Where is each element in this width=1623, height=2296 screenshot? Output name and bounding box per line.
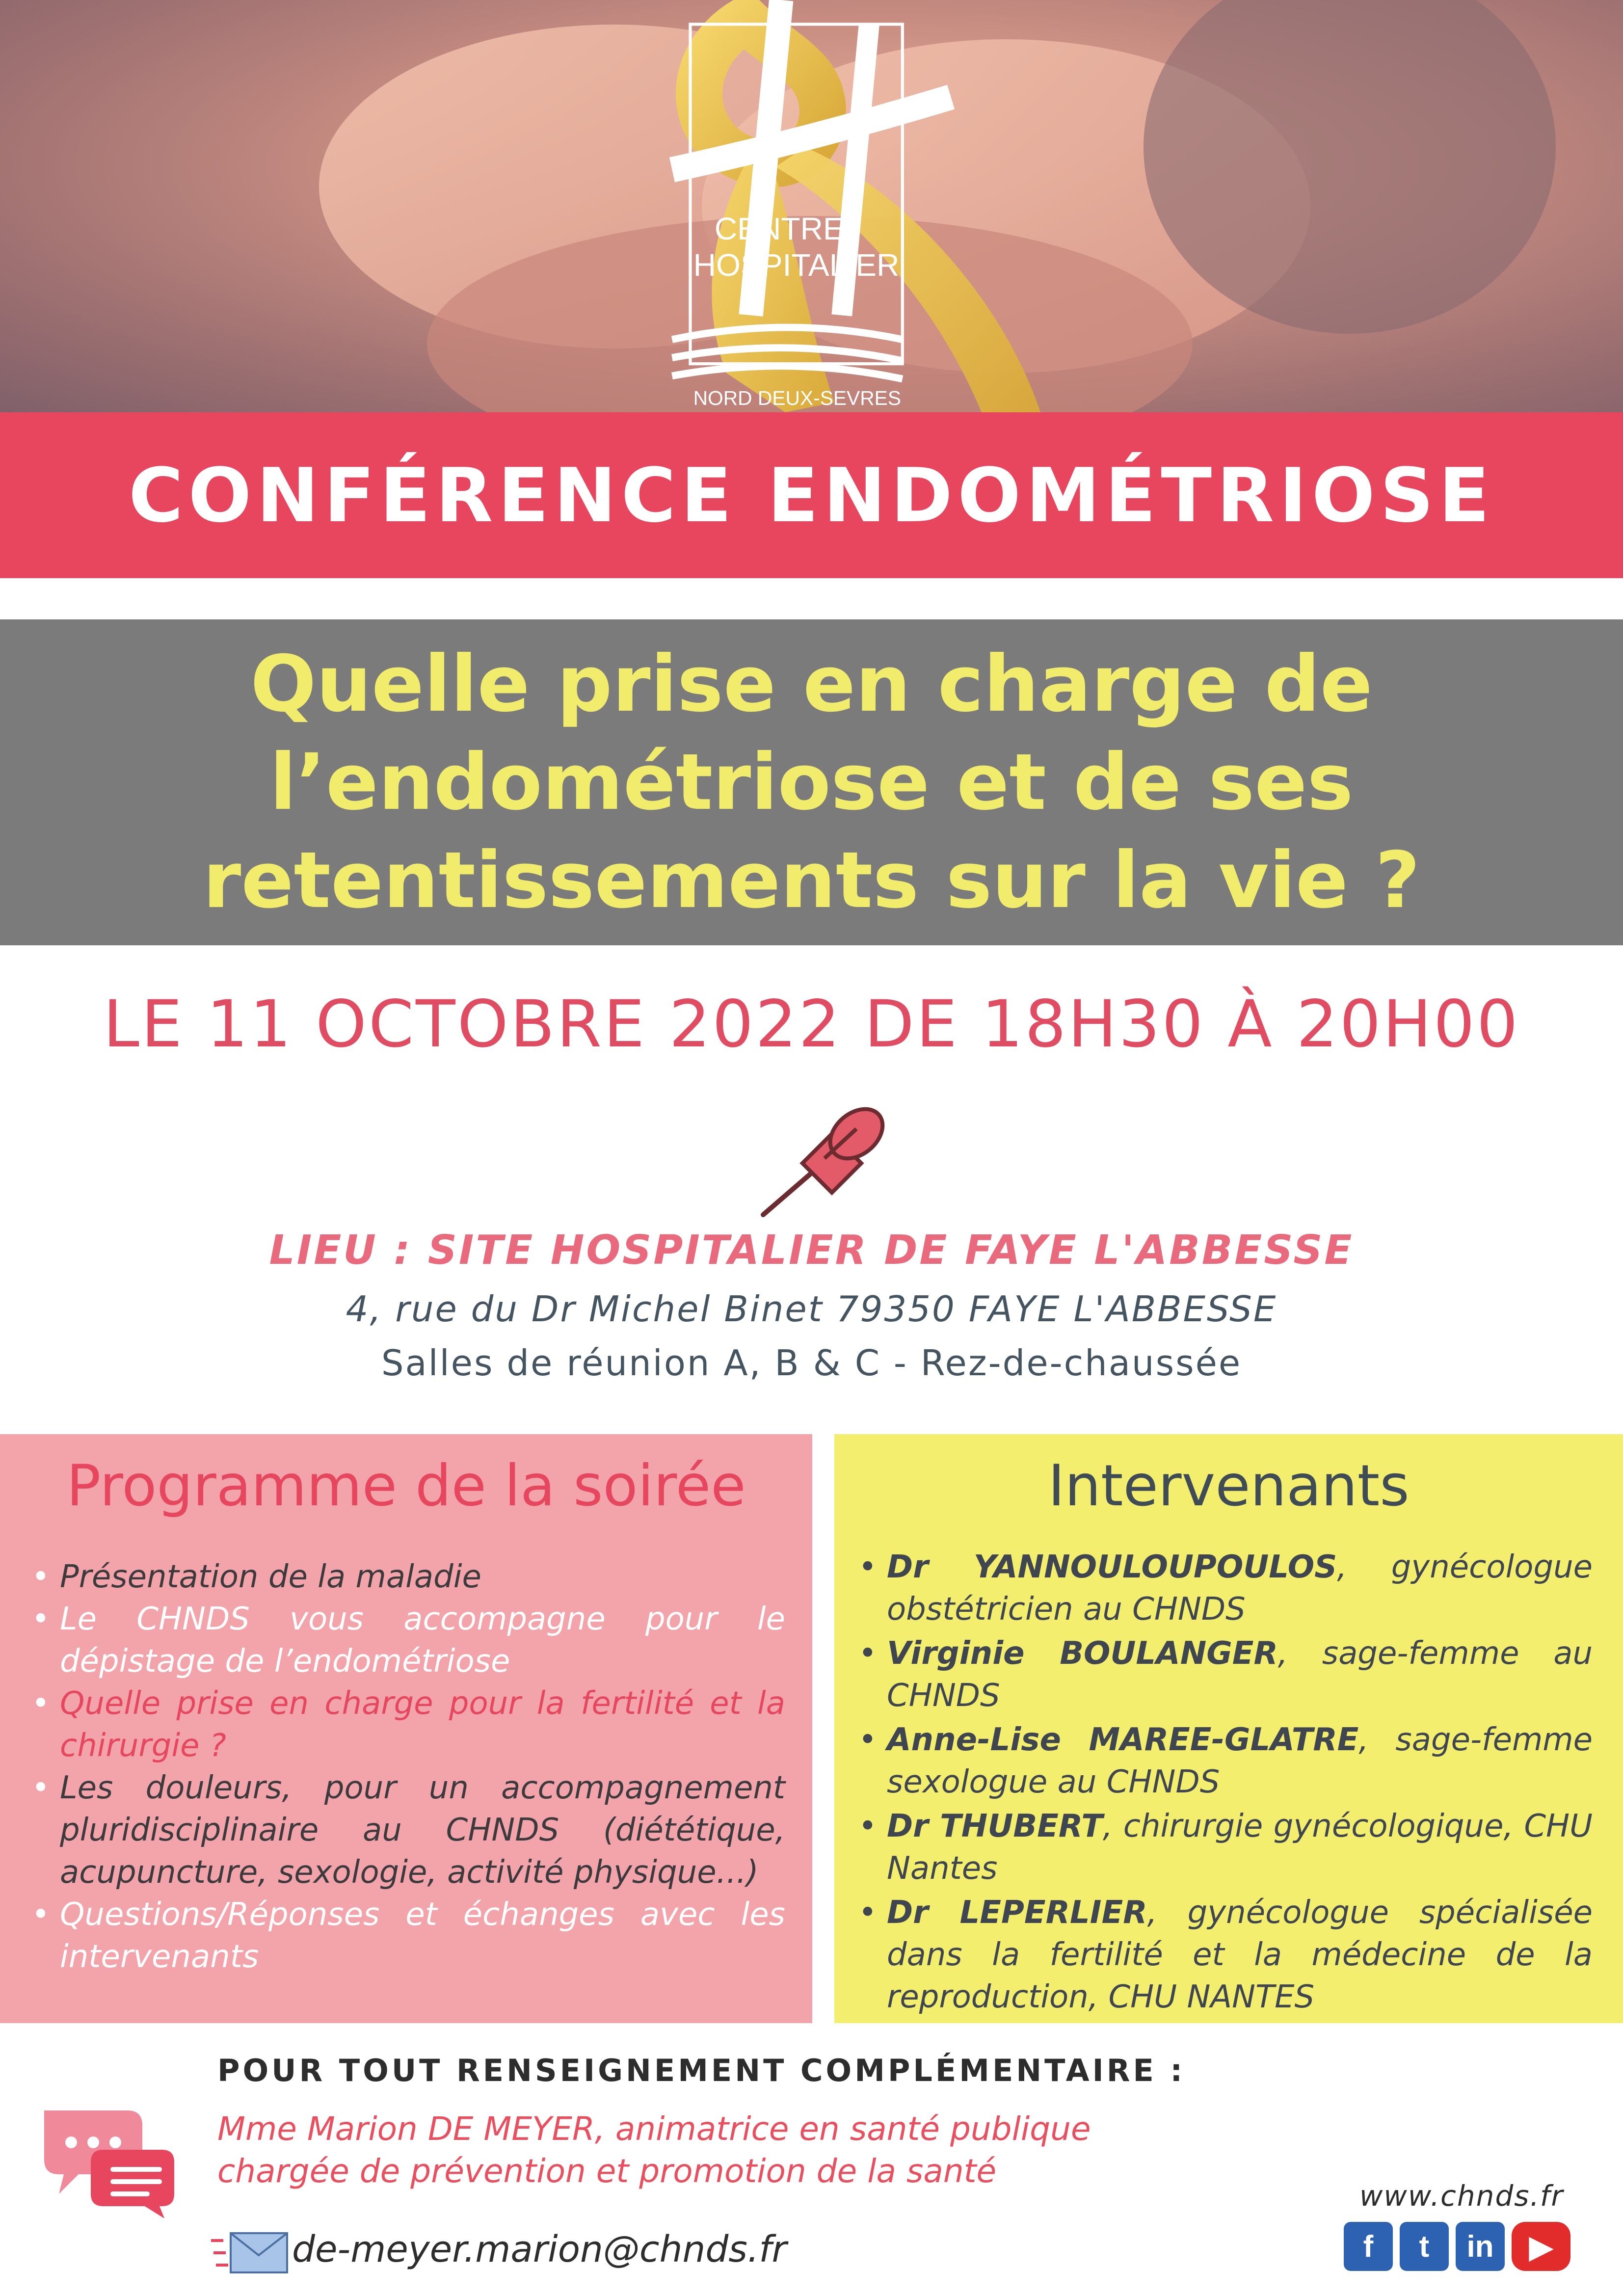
- programme-item: • Le CHNDS vous accompagne pour le dépistage de l’endométriose: [29, 1598, 785, 1682]
- intervenant-item: [856, 1805, 1593, 1890]
- intervenant-name: Virginie BOULANGER: [887, 1635, 1278, 1672]
- hero-photo: [0, 0, 1623, 412]
- chat-bubbles-icon: [34, 2101, 182, 2218]
- contact-email-link[interactable]: de-meyer.marion@chnds.fr: [292, 2228, 787, 2270]
- linkedin-icon[interactable]: in: [1456, 2222, 1505, 2271]
- pushpin-icon: [758, 1104, 896, 1217]
- centre-hospitalier-logo: [0, 0, 1623, 412]
- contact-person-line-1: Mme Marion DE MEYER, animatrice en santé publique: [217, 2110, 1091, 2148]
- social-links: [1344, 2222, 1570, 2271]
- intervenant-role: , chirurgie gynécologique, CHU Nantes: [887, 1808, 1593, 1887]
- programme-title: Programme de la soirée: [66, 1453, 746, 1519]
- facebook-icon[interactable]: f: [1344, 2222, 1393, 2271]
- intervenant-name: Dr YANNOULOUPOULOS: [887, 1549, 1337, 1585]
- contact-person: [217, 2108, 1091, 2192]
- intervenant-item: [856, 1632, 1593, 1717]
- question-band: [0, 619, 1623, 945]
- svg-text:CENTRE: CENTRE: [714, 211, 844, 246]
- programme-item: • Quelle prise en charge pour la fertilité et la chirurgie ?: [29, 1682, 785, 1767]
- youtube-icon[interactable]: ▶: [1512, 2222, 1570, 2271]
- intervenant-role: , sage-femme au CHNDS: [887, 1635, 1593, 1714]
- programme-item: • Questions/Réponses et échanges avec les intervenants: [29, 1894, 785, 1978]
- intervenant-role: , sage-femme sexologue au CHNDS: [887, 1722, 1593, 1800]
- intervenant-role: , gynécologue spécialisée dans la fertilité et la médecine de la reproduction, CHU NANTES: [887, 1895, 1593, 2015]
- intervenant-role: , gynécologue obstétricien au CHNDS: [887, 1549, 1593, 1628]
- question-line-2: l’endométriose et de ses: [269, 737, 1354, 828]
- intervenant-item: [856, 1719, 1593, 1803]
- event-address: 4, rue du Dr Michel Binet 79350 FAYE L'ABBESSE: [346, 1288, 1277, 1330]
- intervenant-name: Dr THUBERT: [887, 1808, 1103, 1844]
- intervenant-name: Dr LEPERLIER: [887, 1895, 1147, 1931]
- conference-title: CONFÉRENCE ENDOMÉTRIOSE: [128, 452, 1495, 539]
- intervenants-title: Intervenants: [1048, 1453, 1410, 1519]
- envelope-icon: [211, 2231, 290, 2275]
- intervenants-list: [856, 1546, 1593, 2020]
- svg-text:HOSPITALIER: HOSPITALIER: [693, 247, 900, 283]
- programme-item: • Les douleurs, pour un accompagnement pluridisciplinaire au CHNDS (diététique, acupuncture, sexologie, activité physique...): [29, 1767, 785, 1894]
- event-rooms: Salles de réunion A, B & C - Rez-de-chaussée: [381, 1342, 1242, 1384]
- intervenant-item: [856, 1546, 1593, 1630]
- contact-title: POUR TOUT RENSEIGNEMENT COMPLÉMENTAIRE :: [217, 2053, 1186, 2088]
- intervenant-item: [856, 1892, 1593, 2018]
- question-line-3: retentissements sur la vie ?: [203, 835, 1420, 926]
- programme-list: [29, 1556, 785, 1978]
- twitter-icon[interactable]: t: [1400, 2222, 1449, 2271]
- contact-person-line-2: chargée de prévention et promotion de la santé: [217, 2152, 997, 2190]
- event-location: LIEU : SITE HOSPITALIER DE FAYE L'ABBESSE: [269, 1227, 1354, 1274]
- question-line-1: Quelle prise en charge de: [250, 639, 1373, 729]
- programme-item: • Présentation de la maladie: [29, 1556, 785, 1598]
- intervenant-name: Anne-Lise MAREE-GLATRE: [887, 1722, 1359, 1758]
- event-date: LE 11 OCTOBRE 2022 DE 18H30 À 20H00: [103, 987, 1520, 1062]
- conference-title-band: [0, 412, 1623, 578]
- svg-text:NORD DEUX-SEVRES: NORD DEUX-SEVRES: [693, 387, 902, 410]
- website-link[interactable]: www.chnds.fr: [1359, 2179, 1564, 2213]
